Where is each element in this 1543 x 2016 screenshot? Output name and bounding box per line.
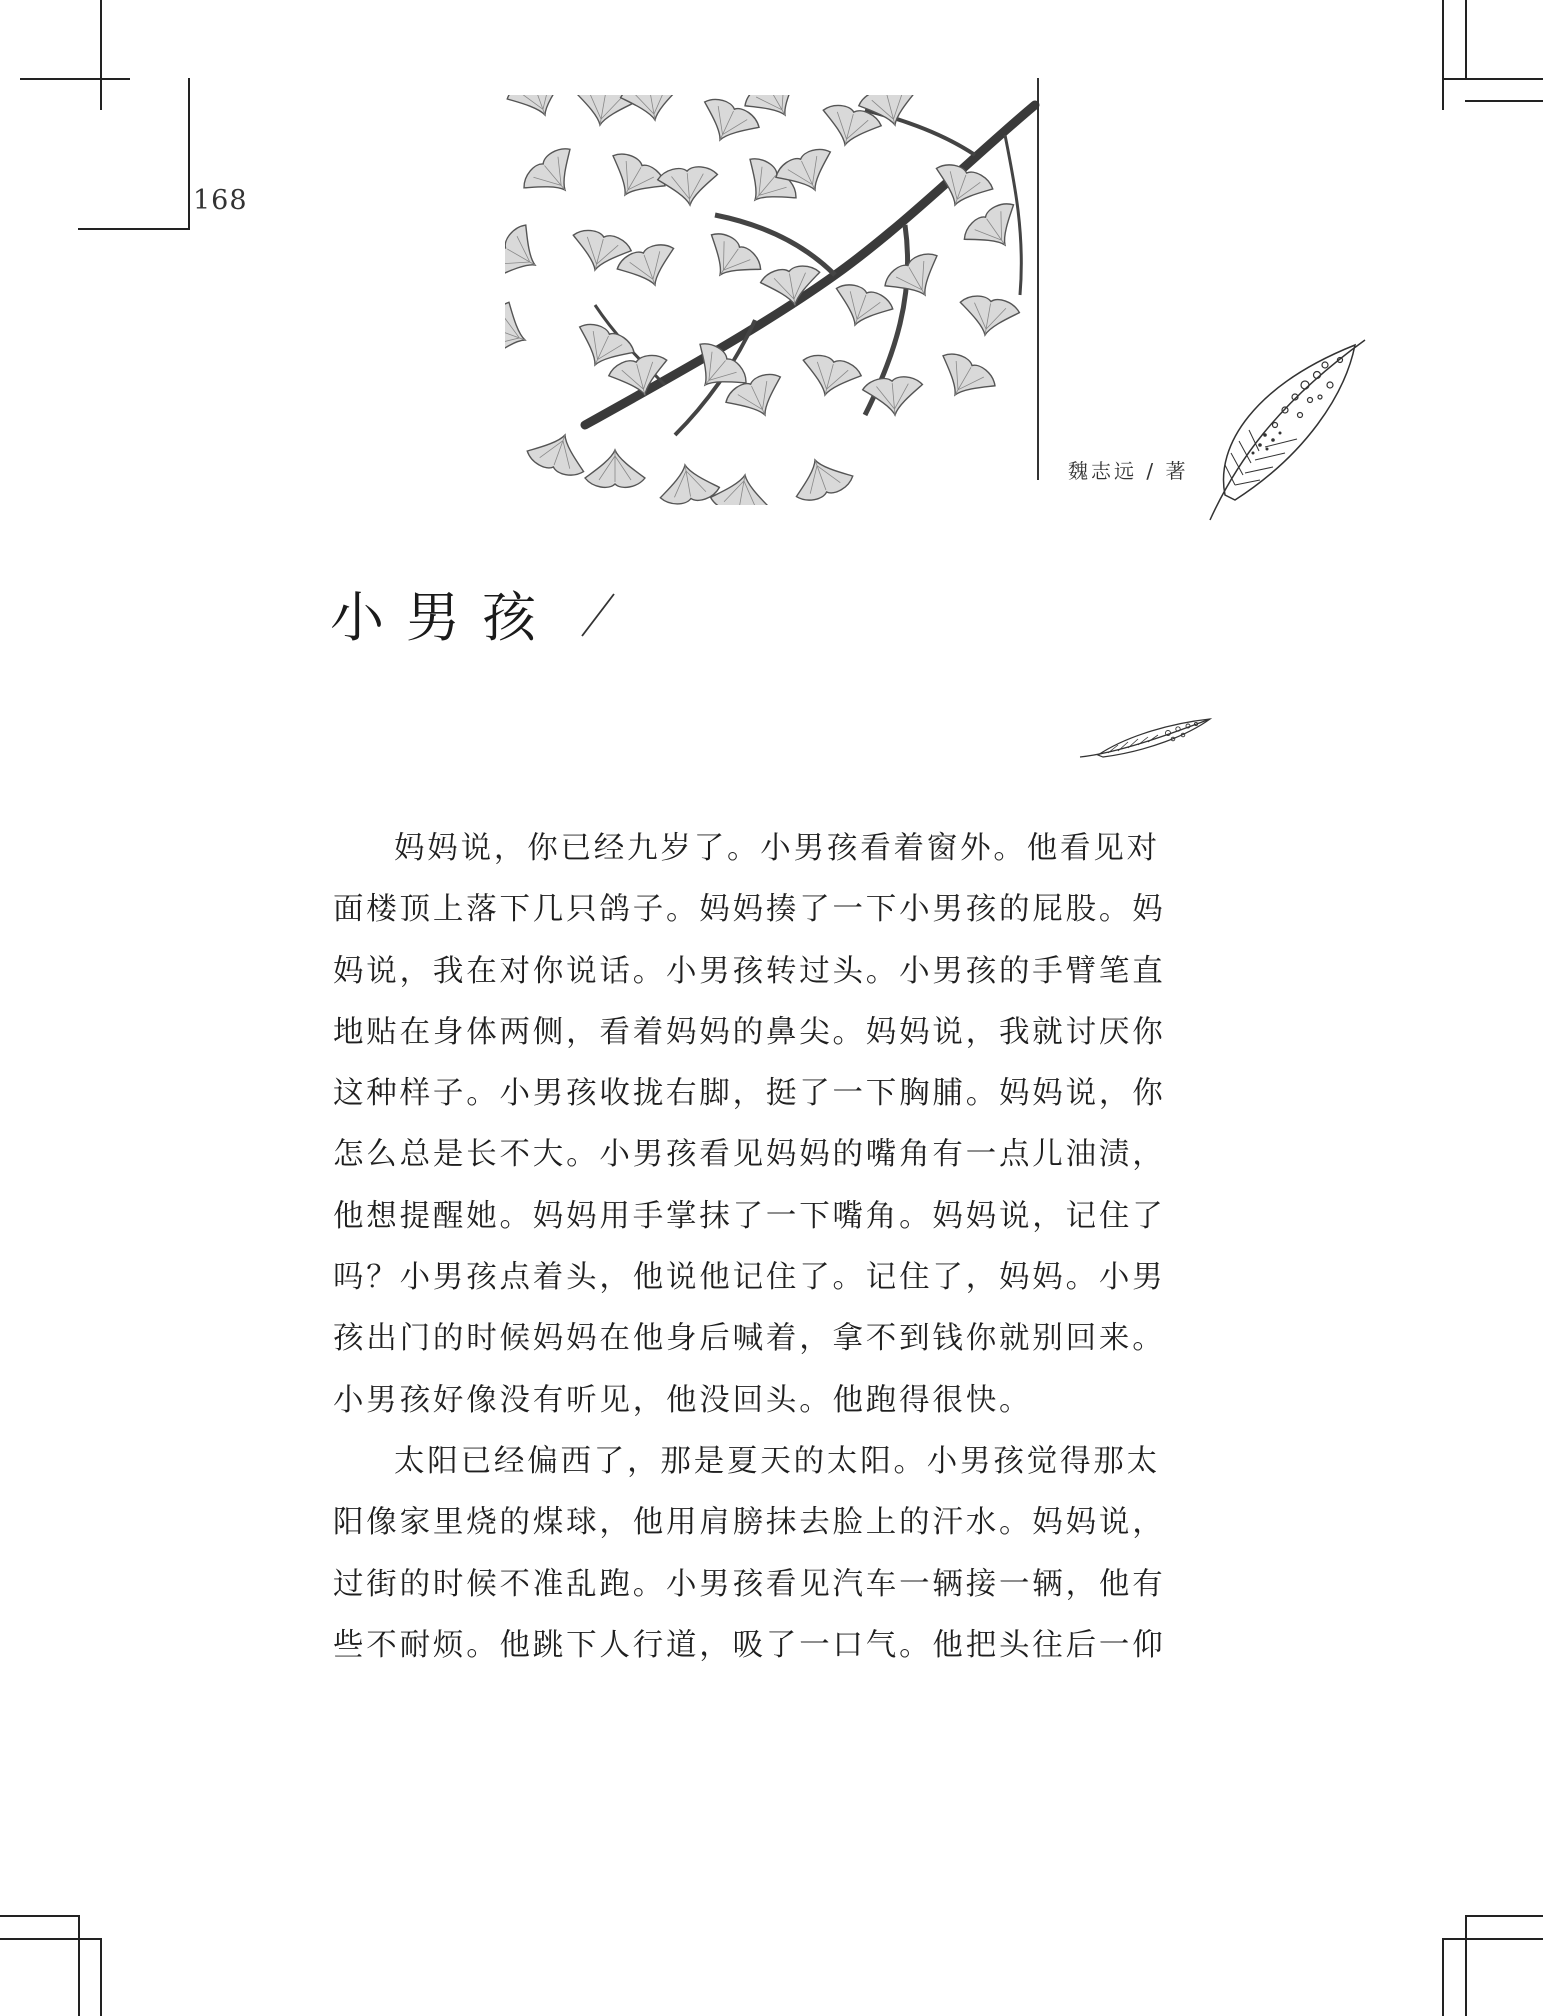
crop-mark [78,1915,80,2016]
author-credit: 魏志远 / 著 [1068,459,1189,483]
ginkgo-branch-illustration [505,95,1045,505]
crop-mark [0,1915,78,1917]
article-title: 小男孩 [330,586,558,649]
crop-mark [0,1938,100,1940]
crop-mark [1442,1938,1444,2016]
crop-mark [1442,78,1543,80]
feather-icon [1078,715,1213,765]
crop-mark [100,0,102,110]
crop-mark [1442,1938,1543,1940]
crop-mark [1442,0,1444,110]
crop-mark [100,1938,102,2016]
page-number: 168 [193,185,248,216]
header-divider [1037,78,1039,480]
crop-mark [1465,1915,1543,1917]
crop-mark [1465,0,1467,78]
paragraph: 太阳已经偏西了，那是夏天的太阳。小男孩觉得那太阳像家里烧的煤球，他用肩膀抹去脸上的汗水。妈妈说，过街的时候不准乱跑。小男孩看见汽车一辆接一辆，他有些不耐烦。他跳下人行道，吸了一口气。他把头往后一仰 [333,1443,1166,1663]
feather-icon [1205,335,1370,525]
paragraph: 妈妈说，你已经九岁了。小男孩看着窗外。他看见对面楼顶上落下几只鸽子。妈妈揍了一下小男孩的屁股。妈妈说，我在对你说话。小男孩转过头。小男孩的手臂笔直地贴在身体两侧，看着妈妈的鼻尖。妈妈说，我就讨厌你这种样子。小男孩收拢右脚，挺了一下胸脯。妈妈说，你怎么总是长不大。小男孩看见妈妈的嘴角有一点儿油渍，他想提醒她。妈妈用手掌抹了一下嘴角。妈妈说，记住了吗？小男孩点着头，他说他记住了。记住了，妈妈。小男孩出门的时候妈妈在他身后喊着，拿不到钱你就别回来。小男孩好像没有听见，他没回头。他跑得很快。 [333,831,1166,1418]
crop-mark [1465,1915,1467,2016]
crop-mark [20,78,130,80]
crop-mark [188,78,190,230]
article-body [333,818,1193,1676]
title-slash-ornament [578,590,618,640]
crop-mark [78,228,188,230]
crop-mark [1465,100,1543,102]
